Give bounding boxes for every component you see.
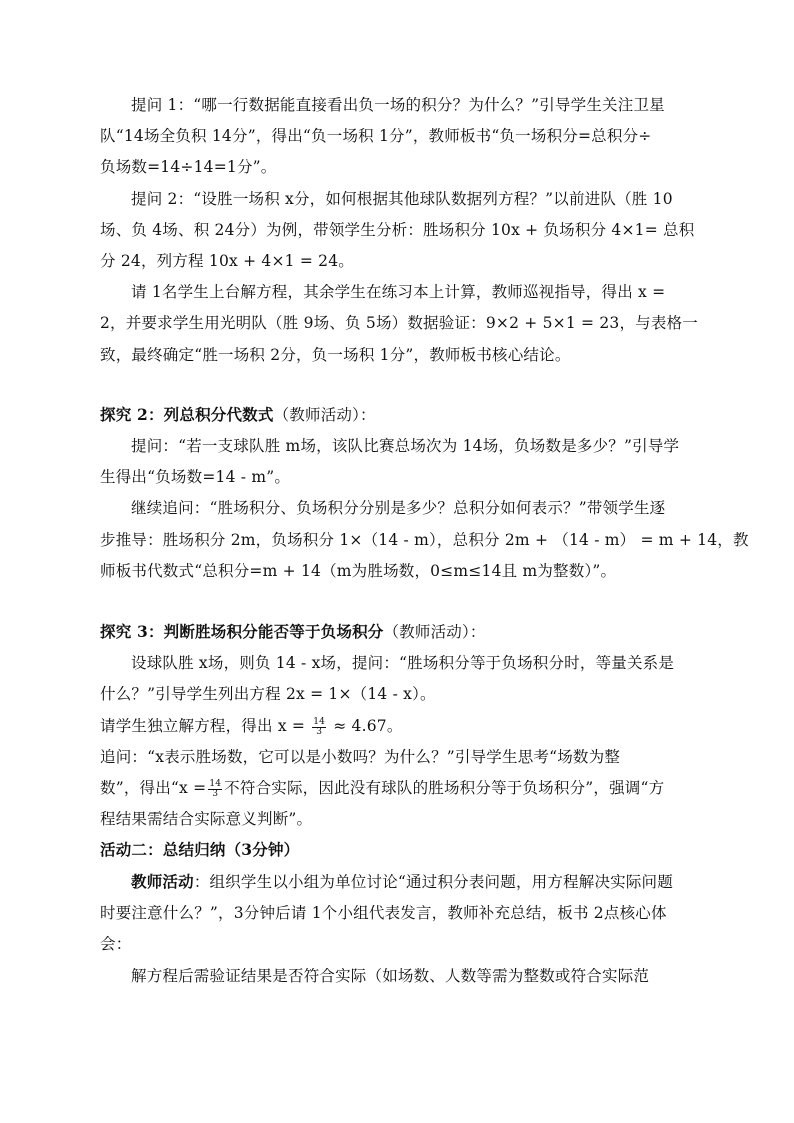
s2-line-1: 提问：“若一支球队胜 m场，该队比赛总场次为 14场，负场数是多少？”引导学 [131, 437, 680, 455]
s3-line-5 [100, 778, 664, 799]
s3-line-1: 设球队胜 x场，则负 14 - x场，提问：“胜场积分等于负场积分时，等量关系是 [131, 654, 675, 672]
section-2-heading [100, 405, 376, 425]
p2-line-3: 分 24，列方程 10x + 4×1 = 24。 [100, 252, 354, 270]
s2-line-2: 生得出“负场数=14 - m”。 [100, 468, 291, 486]
p2-line-2: 场、负 4场、积 24分）为例，带领学生分析：胜场积分 10x + 负场积分 4×1= 总积 [100, 221, 695, 239]
fraction-numerator: 14 [313, 716, 326, 727]
p1-line-1: 提问 1：“哪一行数据能直接看出负一场的积分？为什么？”引导学生关注卫星 [131, 96, 665, 114]
s3-line-5-text: 数”，得出“x = [100, 779, 207, 797]
section-3-heading [100, 622, 486, 642]
s3-line-3 [100, 716, 403, 737]
s3-line-5-rest: 不符合实际，因此没有球队的胜场积分等于负场积分”，强调“方 [224, 779, 665, 797]
p3-line-3: 致，最终确定“胜一场积 2分，负一场积 1分”，教师板书核心结论。 [100, 346, 571, 364]
s2-line-5: 师板书代数式“总积分=m + 14（m为胜场数，0≤m≤14且 m为整数）”。 [100, 562, 617, 580]
p1-line-3: 负场数=14÷14=1分”。 [100, 158, 277, 176]
fraction-denominator: 3 [212, 788, 219, 799]
p1-line-2: 队“14场全负积 14分”，得出“负一场积 1分”，教师板书“负一场积分=总积分÷ [100, 127, 652, 145]
section-2-role: （教师活动）： [273, 406, 376, 424]
fraction-fourteen-thirds-inline [208, 780, 222, 799]
section-2-title: 探究 2：列总积分代数式 [100, 405, 274, 424]
s3-line-4: 追问：“x表示胜场数，它可以是小数吗？为什么？”引导学生思考“场数为整 [100, 748, 621, 766]
section-3-title: 探究 3：判断胜场积分能否等于负场积分 [100, 622, 384, 641]
s3-line-3-approx: ≈ 4.67。 [333, 717, 403, 735]
s3-line-2: 什么？”引导学生列出方程 2x = 1×（14 - x）。 [100, 685, 436, 703]
fraction-denominator: 3 [316, 726, 323, 737]
act2-line-2: 时要注意什么？”，3分钟后请 1个小组代表发言，教师补充总结，板书 2点核心体 [100, 904, 667, 922]
act2-line-1-text: ：组织学生以小组为单位讨论“通过积分表问题，用方程解决实际问题 [193, 873, 673, 891]
s2-line-3: 继续追问：“胜场积分、负场积分分别是多少？总积分如何表示？”带领学生逐 [131, 499, 666, 517]
p3-line-1: 请 1名学生上台解方程，其余学生在练习本上计算，教师巡视指导，得出 x = [131, 283, 666, 301]
s3-line-3-text: 请学生独立解方程，得出 x = [100, 717, 306, 735]
act2-line-1 [131, 872, 673, 892]
act2-line-3: 会： [100, 935, 132, 953]
p3-line-2: 2，并要求学生用光明队（胜 9场、负 5场）数据验证：9×2 + 5×1 = 23，与表格一 [100, 314, 698, 332]
activity-2-heading: 活动二：总结归纳（3分钟） [100, 840, 300, 859]
fraction-fourteen-thirds [312, 718, 326, 737]
teacher-activity-label: 教师活动 [131, 872, 194, 891]
s3-line-6: 程结果需结合实际意义判断”。 [100, 810, 313, 828]
act2-line-4: 解方程后需验证结果是否符合实际（如场数、人数等需为整数或符合实际范 [131, 967, 650, 985]
section-3-role: （教师活动）： [383, 623, 486, 641]
s2-line-4: 步推导：胜场积分 2m，负场积分 1×（14 - m），总积分 2m + （14 - m） = m + 14，教 [100, 531, 749, 549]
p2-line-1: 提问 2：“设胜一场积 x分，如何根据其他球队数据列方程？”以前进队（胜 10 [131, 190, 673, 208]
fraction-numerator: 14 [209, 778, 222, 789]
